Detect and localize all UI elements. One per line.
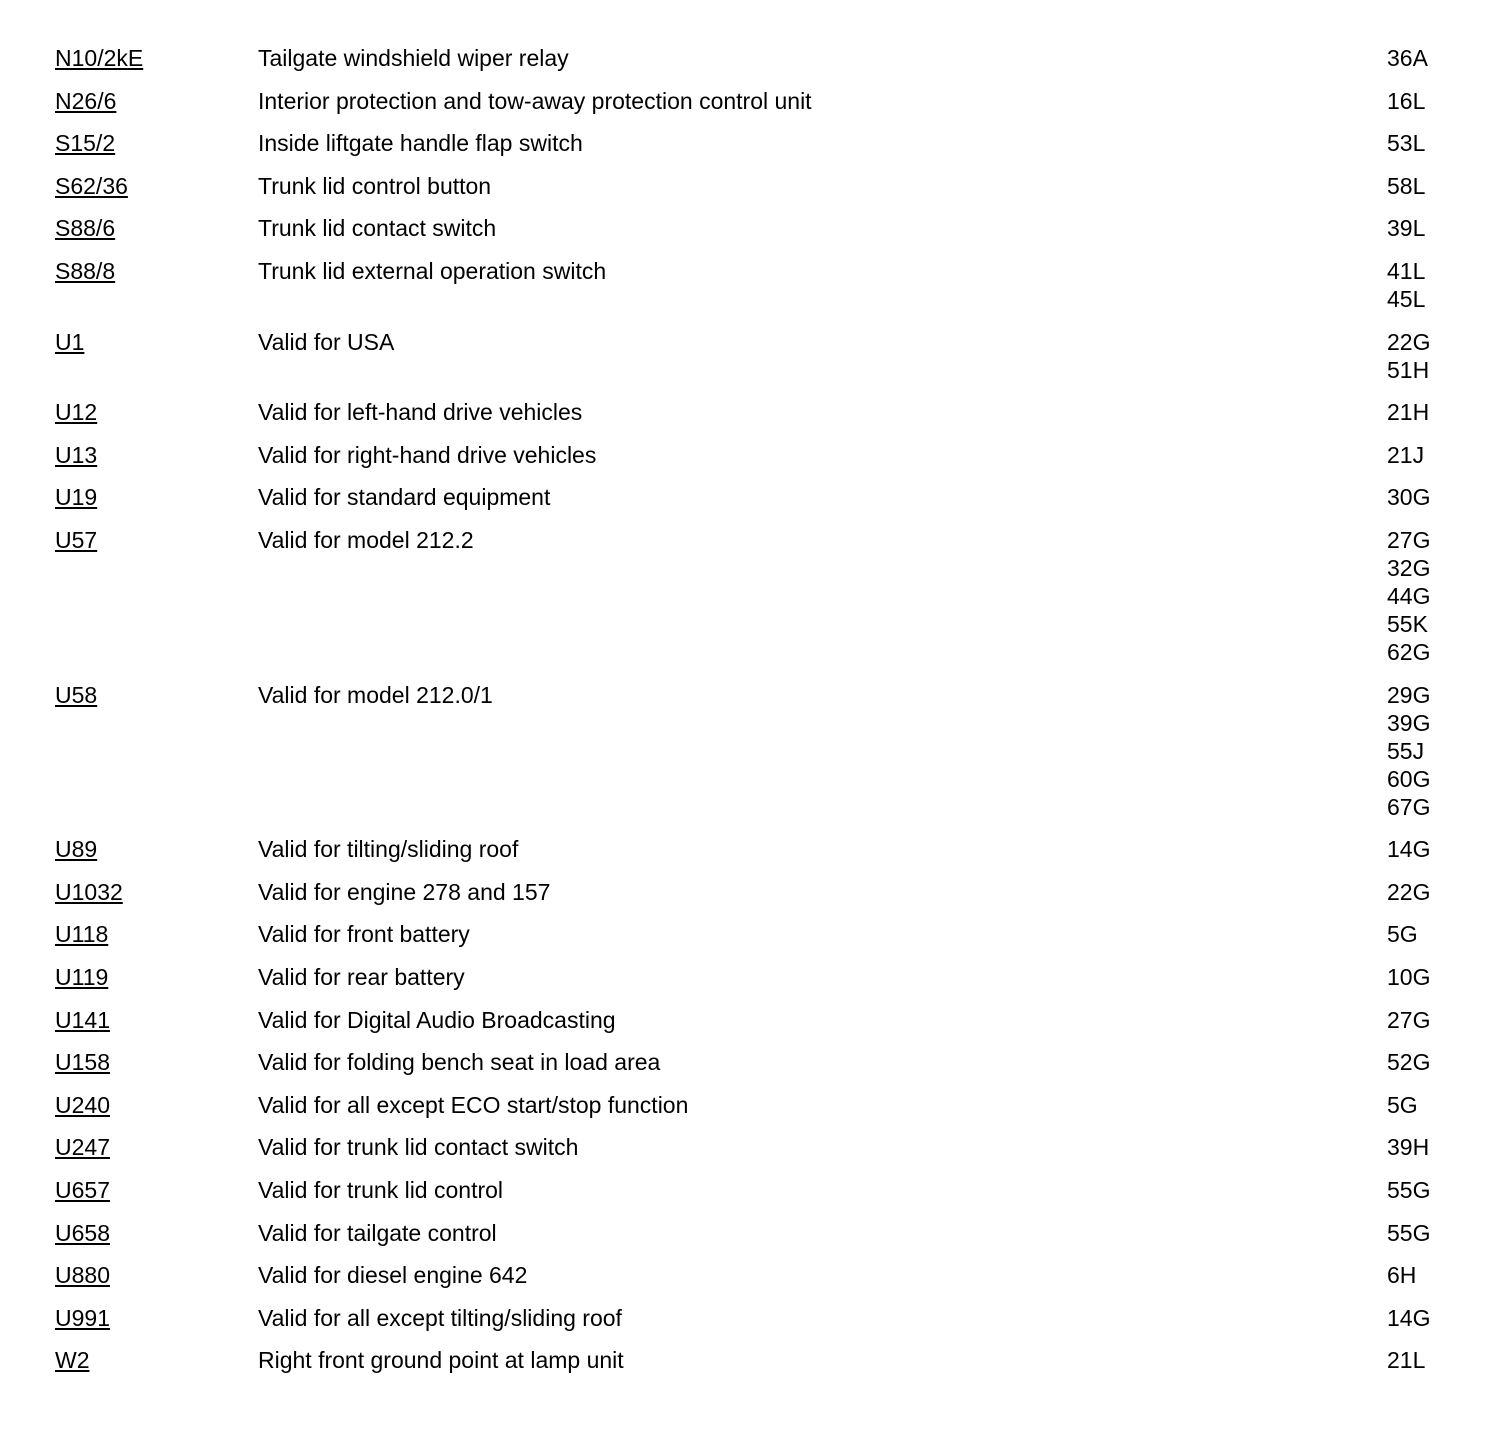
grid-reference: 29G	[1387, 681, 1431, 708]
grid-reference: 5G	[1387, 1091, 1418, 1118]
grid-reference-list	[1387, 1091, 1497, 1119]
component-description: Trunk lid external operation switch	[258, 258, 607, 284]
component-code-link[interactable]: U118	[55, 921, 109, 948]
grid-reference: 55K	[1387, 611, 1428, 637]
component-code-link[interactable]: U119	[55, 964, 109, 990]
component-code-link[interactable]: U658	[55, 1219, 110, 1246]
grid-reference: 32G	[1387, 555, 1431, 581]
component-description: Valid for left-hand drive vehicles	[258, 399, 583, 426]
component-description: Valid for standard equipment	[258, 484, 551, 511]
grid-reference-list	[1387, 920, 1497, 948]
component-code-link[interactable]: S88/8	[55, 258, 116, 284]
grid-reference: 27G	[1387, 1006, 1431, 1033]
component-description: Valid for all except tilting/sliding roof	[258, 1304, 622, 1331]
component-description: Valid for Digital Audio Broadcasting	[258, 1006, 616, 1033]
grid-reference: 41L	[1387, 258, 1426, 284]
grid-reference-list	[1387, 1261, 1497, 1289]
component-code-link[interactable]: N10/2kE	[55, 45, 144, 71]
grid-reference: 21J	[1387, 441, 1425, 468]
component-description: Valid for trunk lid control	[258, 1177, 504, 1203]
grid-reference-list	[1387, 214, 1497, 242]
component-description: Valid for model 212.2	[258, 527, 474, 553]
component-description: Inside liftgate handle flap switch	[258, 130, 583, 157]
component-code-link[interactable]: U12	[55, 399, 98, 426]
grid-reference: 67G	[1387, 793, 1431, 820]
grid-reference-list	[1387, 1048, 1497, 1076]
grid-reference: 39L	[1387, 215, 1426, 242]
grid-reference: 44G	[1387, 583, 1431, 609]
grid-reference-list	[1387, 87, 1497, 115]
component-code-link[interactable]: S88/6	[55, 215, 116, 242]
grid-reference-list	[1387, 963, 1497, 991]
component-description: Valid for USA	[258, 328, 395, 355]
grid-reference: 39H	[1387, 1134, 1430, 1161]
component-code-link[interactable]: U1032	[55, 878, 123, 905]
grid-reference-list	[1387, 257, 1497, 313]
grid-reference-list	[1387, 129, 1497, 157]
component-description: Valid for trunk lid contact switch	[258, 1134, 579, 1161]
component-description: Valid for model 212.0/1	[258, 681, 493, 708]
grid-reference: 62G	[1387, 639, 1431, 665]
grid-reference-list	[1387, 398, 1497, 426]
grid-reference-list	[1387, 328, 1497, 384]
component-description: Trunk lid control button	[258, 172, 492, 199]
grid-reference: 52G	[1387, 1049, 1431, 1076]
grid-reference: 53L	[1387, 130, 1426, 157]
component-description: Valid for engine 278 and 157	[258, 878, 551, 905]
component-code-link[interactable]: U657	[55, 1177, 110, 1203]
component-description: Valid for all except ECO start/stop function	[258, 1091, 689, 1118]
component-description: Valid for rear battery	[258, 964, 465, 990]
component-code-link[interactable]: S15/2	[55, 130, 116, 157]
grid-reference: 58L	[1387, 172, 1426, 199]
component-code-link[interactable]: W2	[55, 1347, 90, 1374]
grid-reference-list	[1387, 1133, 1497, 1161]
component-code-link[interactable]: U13	[55, 441, 98, 468]
grid-reference: 21L	[1387, 1347, 1426, 1374]
component-description: Right front ground point at lamp unit	[258, 1347, 624, 1374]
grid-reference-list	[1387, 483, 1497, 511]
grid-reference: 22G	[1387, 878, 1431, 905]
grid-reference-list	[1387, 1176, 1497, 1204]
component-code-link[interactable]: S62/36	[55, 172, 128, 199]
component-description: Tailgate windshield wiper relay	[258, 45, 569, 71]
grid-reference-list	[1387, 441, 1497, 469]
grid-reference-list	[1387, 681, 1497, 821]
grid-reference-list	[1387, 44, 1497, 72]
grid-reference: 60G	[1387, 765, 1431, 792]
grid-reference: 39G	[1387, 709, 1431, 736]
component-code-link[interactable]: U158	[55, 1049, 110, 1076]
grid-reference: 21H	[1387, 399, 1430, 426]
component-code-link[interactable]: U991	[55, 1304, 110, 1331]
component-description: Valid for folding bench seat in load area	[258, 1049, 661, 1076]
grid-reference: 5G	[1387, 921, 1418, 948]
grid-reference: 6H	[1387, 1262, 1417, 1289]
grid-reference-list	[1387, 1346, 1497, 1374]
component-description: Valid for right-hand drive vehicles	[258, 441, 597, 468]
grid-reference: 51H	[1387, 356, 1430, 383]
component-code-link[interactable]: N26/6	[55, 87, 117, 114]
grid-reference: 14G	[1387, 836, 1431, 863]
grid-reference: 14G	[1387, 1304, 1431, 1331]
grid-reference: 27G	[1387, 527, 1431, 553]
grid-reference-list	[1387, 1006, 1497, 1034]
component-code-link[interactable]: U19	[55, 484, 98, 511]
grid-reference: 10G	[1387, 964, 1431, 990]
component-code-link[interactable]: U247	[55, 1134, 110, 1161]
component-code-link[interactable]: U141	[55, 1006, 110, 1033]
component-description: Trunk lid contact switch	[258, 215, 497, 242]
grid-reference: 30G	[1387, 484, 1431, 511]
grid-reference: 55G	[1387, 1219, 1431, 1246]
grid-reference-list	[1387, 835, 1497, 863]
component-code-link[interactable]: U1	[55, 328, 85, 355]
grid-reference: 16L	[1387, 87, 1426, 114]
component-description: Valid for diesel engine 642	[258, 1262, 528, 1289]
component-code-link[interactable]: U58	[55, 681, 98, 708]
component-description: Valid for tailgate control	[258, 1219, 497, 1246]
component-code-link[interactable]: U880	[55, 1262, 110, 1289]
component-description: Valid for front battery	[258, 921, 470, 948]
grid-reference: 22G	[1387, 328, 1431, 355]
grid-reference-list	[1387, 1304, 1497, 1332]
component-code-link[interactable]: U240	[55, 1091, 110, 1118]
component-description: Interior protection and tow-away protection control unit	[258, 87, 812, 114]
grid-reference-list	[1387, 526, 1497, 666]
grid-reference-list	[1387, 172, 1497, 200]
grid-reference: 36A	[1387, 45, 1428, 71]
grid-reference: 55G	[1387, 1177, 1431, 1203]
component-description: Valid for tilting/sliding roof	[258, 836, 519, 863]
grid-reference-list	[1387, 1219, 1497, 1247]
component-code-link[interactable]: U57	[55, 527, 98, 553]
grid-reference: 45L	[1387, 286, 1426, 312]
grid-reference-list	[1387, 878, 1497, 906]
grid-reference: 55J	[1387, 737, 1425, 764]
component-code-link[interactable]: U89	[55, 836, 98, 863]
